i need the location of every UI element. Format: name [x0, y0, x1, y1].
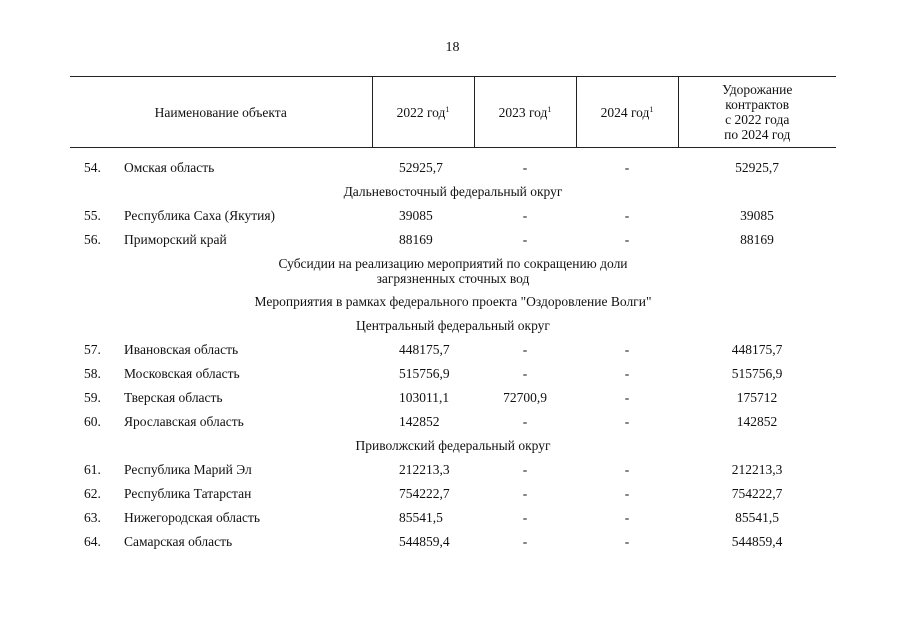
table-row: [70, 156, 836, 180]
row-number: 63.: [84, 510, 101, 525]
section-title-cfo: Центральный федеральный округ: [356, 318, 550, 333]
table-body: [70, 148, 836, 555]
value-2024: -: [624, 160, 630, 175]
row-number: 55.: [84, 208, 101, 223]
section-title-pfo: Приволжский федеральный округ: [355, 438, 551, 453]
section-row: [70, 290, 836, 314]
value-2024: -: [624, 462, 630, 477]
object-name: Омская область: [124, 160, 215, 175]
value-2023: -: [522, 342, 528, 357]
section-row: [70, 252, 836, 290]
header-2023: 2023 год$^1$: [474, 77, 576, 148]
section-row: [70, 314, 836, 338]
footnote-mark: 1: [445, 104, 450, 114]
value-increase: 448175,7: [731, 342, 783, 357]
object-name: Ивановская область: [124, 342, 239, 357]
value-2022: 142852: [399, 414, 440, 429]
section-title-dfo: Дальневосточный федеральный округ: [343, 184, 563, 199]
value-increase: 52925,7: [735, 160, 779, 175]
value-2022: 515756,9: [399, 366, 450, 381]
value-2024: -: [624, 366, 630, 381]
object-name: Республика Татарстан: [124, 486, 252, 501]
row-number: 60.: [84, 414, 101, 429]
table-row: [70, 386, 836, 410]
value-2022: 88169: [399, 232, 433, 247]
value-increase: 754222,7: [731, 486, 783, 501]
row-number: 54.: [84, 160, 101, 175]
value-2024: -: [624, 208, 630, 223]
row-number: 61.: [84, 462, 101, 477]
section-row: [70, 180, 836, 204]
value-2024: -: [624, 390, 630, 405]
value-2023: -: [522, 208, 528, 223]
object-name: Московская область: [124, 366, 240, 381]
value-increase: 88169: [740, 232, 774, 247]
object-name: Нижегородская область: [124, 510, 261, 525]
header-cost-increase: Удорожание контрактов с 2022 года по 2024 год: [678, 77, 836, 148]
row-number: 57.: [84, 342, 101, 357]
value-increase: 85541,5: [735, 510, 779, 525]
row-number: 56.: [84, 232, 101, 247]
row-number: 62.: [84, 486, 101, 501]
value-2022: 544859,4: [399, 534, 450, 549]
value-2022: 448175,7: [399, 342, 450, 357]
value-2022: 85541,5: [399, 510, 443, 525]
value-2022: 39085: [399, 208, 433, 223]
value-2023: 72700,9: [503, 390, 547, 405]
value-increase: 544859,4: [731, 534, 783, 549]
table-row: [70, 410, 836, 434]
value-2023: -: [522, 232, 528, 247]
value-2023: -: [522, 160, 528, 175]
footnote-mark: 1: [547, 104, 552, 114]
value-2024: -: [624, 342, 630, 357]
object-name: Приморский край: [124, 232, 227, 247]
value-2024: -: [624, 414, 630, 429]
value-2022: 754222,7: [399, 486, 450, 501]
value-increase: 515756,9: [731, 366, 783, 381]
value-2023: -: [522, 486, 528, 501]
value-increase: 39085: [740, 208, 774, 223]
data-table-container: [70, 76, 836, 554]
row-number: 58.: [84, 366, 101, 381]
table-row: [70, 458, 836, 482]
value-2023: -: [522, 534, 528, 549]
value-2022: 212213,3: [399, 462, 450, 477]
value-2024: -: [624, 486, 630, 501]
object-name: Самарская область: [124, 534, 233, 549]
value-increase: 142852: [736, 414, 778, 429]
data-table: [70, 76, 836, 554]
value-increase: 212213,3: [731, 462, 783, 477]
section-row: [70, 434, 836, 458]
object-name: Республика Марий Эл: [124, 462, 252, 477]
header-object-name: Наименование объекта: [70, 77, 372, 148]
table-row: [70, 228, 836, 252]
table-row: [70, 530, 836, 554]
value-2023: -: [522, 414, 528, 429]
value-increase: 175712: [736, 390, 778, 405]
table-row: [70, 362, 836, 386]
value-2024: -: [624, 534, 630, 549]
row-number: 59.: [84, 390, 101, 405]
table-header: [70, 77, 836, 148]
table-row: [70, 204, 836, 228]
value-2023: -: [522, 510, 528, 525]
row-number: 64.: [84, 534, 101, 549]
header-2022: 2022 год$^1$: [372, 77, 474, 148]
value-2024: -: [624, 232, 630, 247]
header-2024: 2024 год$^1$: [576, 77, 678, 148]
section-title-subsidy: Субсидии на реализацию мероприятий по сокращению доли загрязненных сточных вод: [278, 256, 628, 286]
value-2022: 52925,7: [399, 160, 443, 175]
object-name: Республика Саха (Якутия): [124, 208, 276, 223]
value-2023: -: [522, 462, 528, 477]
object-name: Ярославская область: [124, 414, 244, 429]
table-row: [70, 506, 836, 530]
page-number: 18: [445, 40, 460, 55]
table-row: [70, 338, 836, 362]
value-2024: -: [624, 510, 630, 525]
footnote-mark: 1: [649, 104, 654, 114]
table-row: [70, 482, 836, 506]
object-name: Тверская область: [124, 390, 223, 405]
section-title-volga: Мероприятия в рамках федерального проекта "Оздоровление Волги": [254, 294, 652, 309]
value-2022: 103011,1: [399, 390, 450, 405]
value-2023: -: [522, 366, 528, 381]
